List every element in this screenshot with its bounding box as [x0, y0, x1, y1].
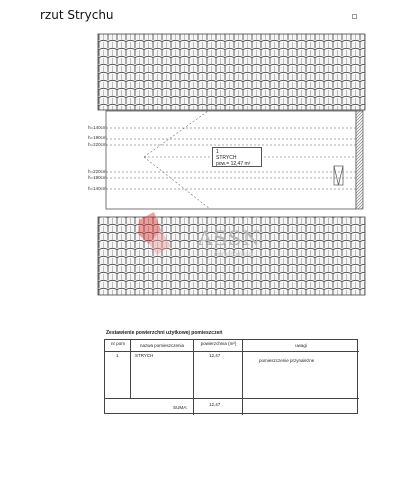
watermark-subtext: nieruchomości	[214, 252, 253, 258]
table-row-notes: pomieszczenie przynależne	[259, 358, 315, 363]
level-label-3: h=220cm	[88, 142, 107, 147]
table-row-name: STRYCH	[135, 353, 154, 358]
total-label: SUMA:	[173, 405, 188, 410]
room-name: STRYCH	[216, 155, 237, 161]
level-label-6: h=140cm	[88, 186, 107, 191]
level-label-2: h=190cm	[88, 135, 107, 140]
column-header-no: nr pom	[110, 341, 125, 346]
watermark-text: ASSN	[198, 226, 261, 250]
column-header-notes: uwagi	[295, 343, 307, 348]
level-label-5: h=190cm	[88, 175, 107, 180]
level-label-4: h=220cm	[88, 169, 107, 174]
level-label-1: h=140cm	[88, 125, 107, 130]
gable-wall	[356, 111, 363, 209]
page-title: rzut Strychu	[40, 8, 114, 22]
column-header-area: powierzchnia (m²)	[200, 341, 237, 346]
room-area: pow.= 12,47 m²	[216, 161, 251, 167]
total-value: 12,47	[209, 402, 221, 407]
table-row-area: 12,47	[209, 353, 221, 358]
room-label	[212, 147, 262, 167]
roof-upper	[98, 34, 365, 110]
summary-table-title: Zestawienie powierzchni użytkowej pomieszczeń	[106, 330, 223, 336]
table-row-number: 1	[116, 353, 119, 358]
column-header-name: nazwa pomieszczenia	[139, 343, 185, 348]
summary-table	[104, 339, 358, 414]
room-number: 1	[216, 149, 219, 155]
